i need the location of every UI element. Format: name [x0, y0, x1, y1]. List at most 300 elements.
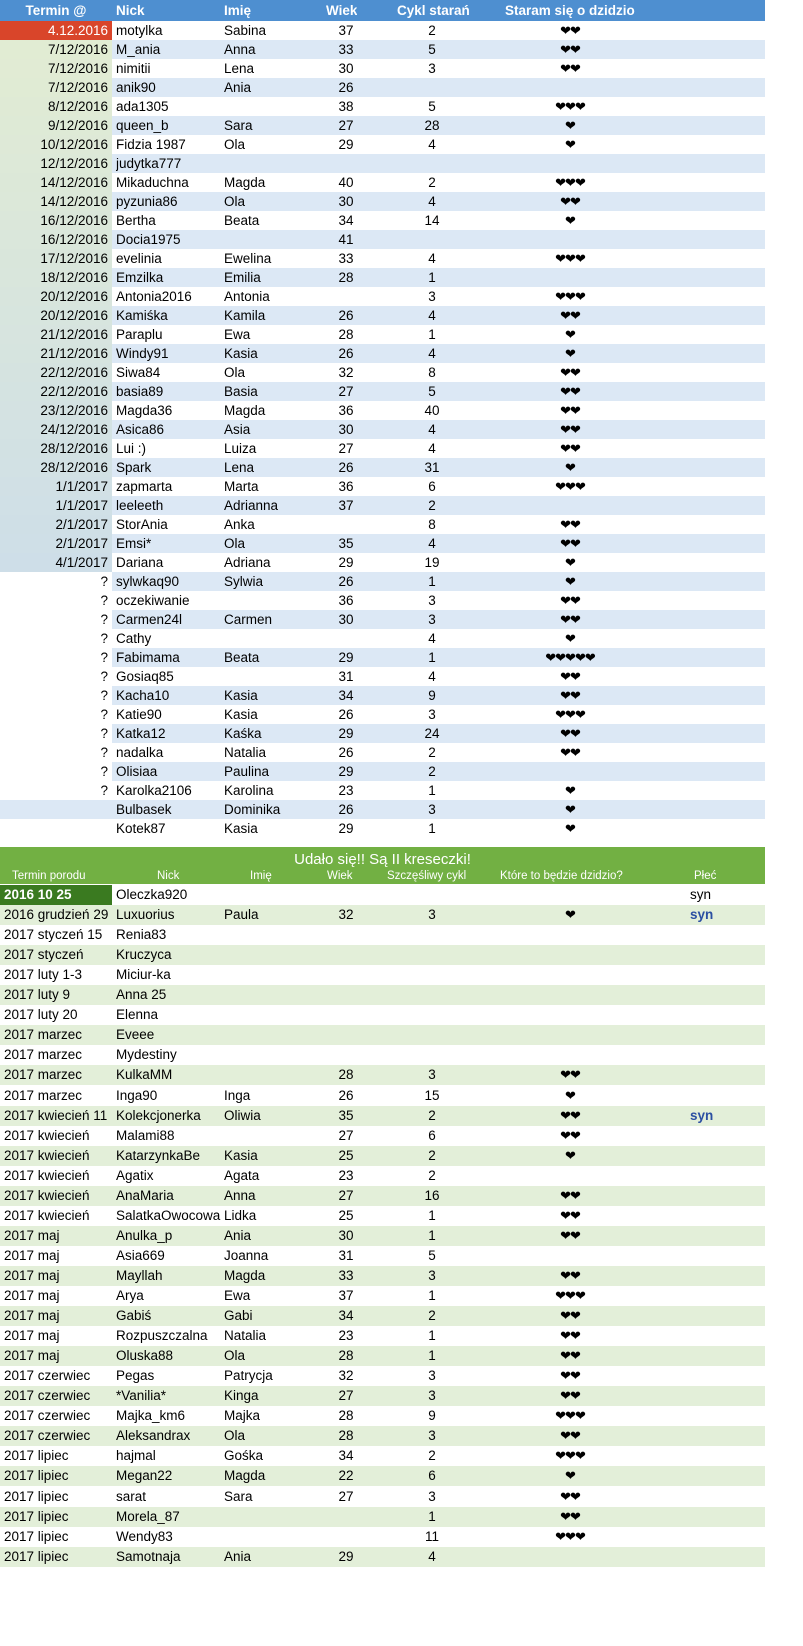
termin-cell: ?: [100, 650, 108, 665]
nick-cell: Kamiśka: [116, 308, 168, 323]
hearts: ❤: [565, 327, 575, 342]
hearts: ❤❤: [560, 1348, 580, 1364]
hearts: ❤❤: [560, 1388, 580, 1404]
nick-cell: hajmal: [116, 1448, 156, 1464]
imie-cell: Kasia: [224, 346, 258, 361]
imie-cell: Majka: [224, 1408, 261, 1424]
hearts: ❤❤❤: [555, 1408, 585, 1424]
wiek-cell: 34: [338, 213, 354, 228]
wiek-cell: 30: [338, 194, 354, 209]
wiek-cell: 41: [338, 232, 354, 247]
wiek-cell: 23: [338, 783, 354, 798]
cykl-cell: 2: [428, 1167, 436, 1183]
nick-cell: Malami88: [116, 1127, 175, 1143]
hearts: ❤: [565, 1147, 575, 1163]
termin-cell: 2017 kwiecień: [4, 1127, 90, 1143]
termin-cell: 2017 lipiec: [4, 1488, 69, 1504]
nick-cell: Cathy: [116, 631, 152, 646]
imie-cell: Ewa: [224, 327, 251, 342]
wiek-cell: 26: [338, 745, 354, 760]
wiek-cell: 26: [338, 308, 354, 323]
table-row: [0, 1386, 803, 1406]
hearts: ❤❤: [560, 612, 580, 627]
cykl-cell: 4: [428, 308, 436, 323]
nick-cell: Kotek87: [116, 821, 166, 836]
nick-cell: motylka: [116, 23, 163, 38]
cykl-cell: 3: [428, 1067, 436, 1083]
imie-cell: Ewelina: [224, 251, 272, 266]
imie-cell: Basia: [224, 384, 258, 399]
imie-cell: Lena: [224, 61, 255, 76]
wiek-cell: 37: [338, 498, 354, 513]
cykl-cell: 4: [428, 422, 436, 437]
table-row: [0, 885, 803, 905]
cykl-cell: 2: [428, 1448, 436, 1464]
termin-cell: 21/12/2016: [40, 346, 108, 361]
imie-cell: Sylwia: [224, 574, 264, 589]
cykl-cell: 3: [428, 61, 436, 76]
table-row: [0, 1547, 803, 1567]
wiek-cell: 28: [338, 1408, 354, 1424]
imie-cell: Adrianna: [224, 498, 279, 513]
hearts: ❤❤: [560, 517, 580, 532]
imie-cell: Patrycja: [224, 1368, 273, 1384]
termin-cell: 2017 maj: [4, 1328, 60, 1344]
cykl-cell: 4: [428, 441, 436, 456]
cykl-cell: 3: [428, 1428, 436, 1444]
nick-cell: Aleksandrax: [116, 1428, 191, 1444]
table-row: [0, 401, 803, 420]
cykl-cell: 5: [428, 1247, 436, 1263]
table-row: [0, 1005, 803, 1025]
termin-cell: 2017 styczeń 15: [4, 927, 103, 943]
termin-cell: 2017 luty 20: [4, 1007, 78, 1023]
table-row: [0, 78, 803, 97]
imie-cell: Luiza: [224, 441, 257, 456]
wiek-cell: 26: [338, 1087, 354, 1103]
hearts: ❤❤❤❤❤: [545, 650, 595, 665]
cykl-cell: 6: [428, 1127, 436, 1143]
nick-cell: AnaMaria: [116, 1187, 174, 1203]
nick-cell: Asia669: [116, 1247, 165, 1263]
hearts: ❤❤: [560, 1207, 580, 1223]
col-wiek: Wiek: [326, 3, 358, 18]
termin-cell: 7/12/2016: [47, 80, 108, 95]
wiek-cell: 28: [338, 1348, 354, 1364]
cykl-cell: 15: [424, 1087, 440, 1103]
nick-cell: basia89: [116, 384, 164, 399]
cykl-cell: 1: [428, 270, 436, 285]
termin-cell: 28/12/2016: [40, 460, 108, 475]
nick-cell: Olisiaa: [116, 764, 158, 779]
nick-cell: Bertha: [116, 213, 156, 228]
table-row: [0, 1487, 803, 1507]
termin-cell: 2017 kwiecień: [4, 1147, 90, 1163]
nick-cell: sarat: [116, 1488, 147, 1504]
hearts: ❤❤: [560, 1488, 580, 1504]
termin-cell: 2017 czerwiec: [4, 1428, 91, 1444]
imie-cell: Magda: [224, 403, 266, 418]
nick-cell: nimitii: [116, 61, 151, 76]
col-staram: Staram się o dzidzio: [505, 3, 635, 18]
cykl-cell: 3: [428, 612, 436, 627]
hearts: ❤❤: [560, 745, 580, 760]
table-row: [0, 591, 803, 610]
plec-cell: syn: [690, 1107, 714, 1123]
termin-cell: 2017 czerwiec: [4, 1368, 91, 1384]
termin-cell: 2017 kwiecień: [4, 1167, 90, 1183]
table-row: [0, 1366, 803, 1386]
table-row: [0, 1306, 803, 1326]
col2-cykl: Szczęśliwy cykl: [387, 870, 467, 882]
table-row: [0, 116, 803, 135]
wiek-cell: 34: [338, 688, 354, 703]
nick-cell: Arya: [116, 1288, 144, 1303]
table-row: [0, 135, 803, 154]
nick-cell: Asica86: [116, 422, 165, 437]
nick-cell: M_ania: [116, 42, 161, 57]
hearts: ❤: [565, 631, 575, 646]
wiek-cell: 36: [338, 479, 354, 494]
imie-cell: Asia: [224, 422, 251, 437]
col2-plec: Płeć: [694, 870, 717, 882]
imie-cell: Magda: [224, 1468, 266, 1484]
imie-cell: Adriana: [224, 555, 271, 570]
cykl-cell: 2: [428, 1147, 436, 1163]
nick-cell: Oluska88: [116, 1348, 174, 1364]
nick-cell: Mayllah: [116, 1267, 163, 1283]
table-row: [0, 1206, 803, 1226]
nick-cell: Paraplu: [116, 327, 163, 342]
termin-cell: 2017 kwiecień: [4, 1187, 90, 1203]
termin-cell: 23/12/2016: [40, 403, 108, 418]
table-row: [0, 1286, 803, 1306]
table-row: [0, 268, 803, 287]
termin-cell: 2017 maj: [4, 1308, 60, 1324]
hearts: ❤❤❤: [555, 479, 585, 494]
col-termin: Termin @: [25, 3, 87, 18]
table-row: [0, 344, 803, 363]
wiek-cell: 23: [338, 1328, 354, 1344]
cykl-cell: 1: [428, 1227, 436, 1243]
nick-cell: Karolka2106: [116, 783, 192, 798]
hearts: ❤❤: [560, 1187, 580, 1203]
nick-cell: Samotnaja: [116, 1548, 181, 1564]
nick-cell: Mydestiny: [116, 1047, 177, 1063]
wiek-cell: 34: [338, 1308, 354, 1324]
nick-cell: Kruczyca: [116, 947, 172, 963]
wiek-cell: 26: [338, 574, 354, 589]
hearts: ❤❤: [560, 1308, 580, 1324]
table-row: [0, 1025, 803, 1045]
table-row: [0, 724, 803, 743]
termin-cell: 2017 kwiecień 11: [4, 1107, 108, 1123]
cykl-cell: 2: [428, 1308, 436, 1324]
imie-cell: Lena: [224, 460, 255, 475]
table-row: [0, 1226, 803, 1246]
wiek-cell: 27: [338, 1187, 354, 1203]
nick-cell: Dariana: [116, 555, 164, 570]
imie-cell: Kasia: [224, 1147, 258, 1163]
termin-cell: 18/12/2016: [40, 270, 108, 285]
imie-cell: Carmen: [224, 612, 273, 627]
termin-cell: 4.12.2016: [47, 23, 108, 38]
table-row: [0, 1507, 803, 1527]
termin-cell: 2017 luty 9: [4, 987, 71, 1003]
cykl-cell: 8: [428, 365, 436, 380]
termin-cell: 7/12/2016: [47, 61, 108, 76]
hearts: ❤❤: [560, 384, 580, 399]
table1-header: [0, 0, 765, 21]
table-row: [0, 59, 803, 78]
nick-cell: evelinia: [116, 251, 162, 266]
imie-cell: Natalia: [224, 745, 267, 760]
table-row: [0, 1446, 803, 1466]
hearts: ❤❤: [560, 1368, 580, 1384]
nick-cell: Fabimama: [116, 650, 180, 665]
col-nick: Nick: [116, 3, 145, 18]
imie-cell: Ola: [224, 137, 246, 152]
imie-cell: Kasia: [224, 707, 258, 722]
termin-cell: 2017 maj: [4, 1227, 60, 1243]
table-row: [0, 1166, 803, 1186]
termin-cell: 8/12/2016: [47, 99, 108, 114]
nick-cell: Spark: [116, 460, 152, 475]
imie-cell: Ola: [224, 536, 246, 551]
wiek-cell: 25: [338, 1207, 354, 1223]
termin-cell: 2017 marzec: [4, 1047, 83, 1063]
hearts: ❤❤❤: [555, 1448, 585, 1464]
hearts: ❤: [565, 460, 575, 475]
wiek-cell: 29: [338, 764, 354, 779]
cykl-cell: 1: [428, 1508, 436, 1524]
cykl-cell: 4: [428, 137, 436, 152]
imie-cell: Lidka: [224, 1207, 257, 1223]
cykl-cell: 9: [428, 1408, 436, 1424]
nick-cell: ada1305: [116, 99, 169, 114]
termin-cell: 4/1/2017: [55, 555, 108, 570]
termin-cell: ?: [100, 688, 108, 703]
cykl-cell: 3: [428, 1488, 436, 1504]
termin-cell: 28/12/2016: [40, 441, 108, 456]
termin-cell: 22/12/2016: [40, 365, 108, 380]
wiek-cell: 26: [338, 460, 354, 475]
table-row: [0, 1426, 803, 1446]
wiek-cell: 29: [338, 555, 354, 570]
hearts: ❤: [565, 137, 575, 152]
nick-cell: Megan22: [116, 1468, 173, 1484]
nick-cell: Kolekcjonerka: [116, 1107, 201, 1123]
table-row: [0, 230, 803, 249]
termin-cell: 2/1/2017: [55, 517, 108, 532]
table-row: [0, 686, 803, 705]
termin-cell: 2017 maj: [4, 1247, 60, 1263]
hearts: ❤❤: [560, 1227, 580, 1243]
wiek-cell: 31: [338, 1247, 354, 1263]
cykl-cell: 4: [428, 631, 436, 646]
imie-cell: Kaśka: [224, 726, 262, 741]
termin-cell: 7/12/2016: [47, 42, 108, 57]
nick-cell: KatarzynkaBe: [116, 1147, 201, 1163]
termin-cell: 10/12/2016: [40, 137, 108, 152]
termin-cell: 2017 lipiec: [4, 1508, 69, 1524]
nick-cell: Antonia2016: [116, 289, 192, 304]
hearts: ❤: [565, 118, 575, 133]
termin-cell: 22/12/2016: [40, 384, 108, 399]
imie-cell: Paulina: [224, 764, 270, 779]
wiek-cell: 36: [338, 403, 354, 418]
nick-cell: anik90: [116, 80, 156, 95]
table-row: [0, 477, 803, 496]
nick-cell: Katie90: [116, 707, 162, 722]
wiek-cell: 31: [338, 669, 354, 684]
nick-cell: Rozpuszczalna: [116, 1328, 208, 1344]
hearts: ❤❤: [560, 42, 580, 57]
cykl-cell: 2: [428, 1107, 436, 1123]
termin-cell: 2017 marzec: [4, 1027, 83, 1043]
termin-cell: 14/12/2016: [40, 175, 108, 190]
nick-cell: leeleeth: [116, 498, 164, 513]
nick-cell: Emsi*: [116, 536, 152, 551]
cykl-cell: 3: [428, 1388, 436, 1404]
wiek-cell: 30: [338, 1227, 354, 1243]
hearts: ❤❤: [560, 61, 580, 76]
termin-cell: 2017 lipiec: [4, 1528, 69, 1544]
hearts: ❤❤: [560, 1428, 580, 1444]
nick-cell: pyzunia86: [116, 194, 178, 209]
termin-cell: 2016 10 25: [4, 887, 72, 902]
table-row: [0, 249, 803, 268]
cykl-cell: 4: [428, 669, 436, 684]
termin-cell: ?: [100, 764, 108, 779]
hearts: ❤❤: [560, 1127, 580, 1143]
termin-cell: 2017 styczeń: [4, 947, 84, 963]
wiek-cell: 26: [338, 802, 354, 817]
hearts: ❤❤: [560, 308, 580, 323]
termin-cell: ?: [100, 745, 108, 760]
col2-ktore: Które to będzie dzidzio?: [500, 870, 623, 882]
hearts: ❤❤: [560, 593, 580, 608]
termin-cell: 24/12/2016: [40, 422, 108, 437]
cykl-cell: 3: [428, 289, 436, 304]
nick-cell: judytka777: [116, 156, 182, 171]
hearts: ❤: [565, 346, 575, 361]
table-row: [0, 800, 803, 819]
imie-cell: Kasia: [224, 821, 258, 836]
col2-termin: Termin porodu: [12, 870, 86, 882]
nick-cell: Lui :): [116, 441, 147, 456]
table-row: [0, 819, 803, 838]
wiek-cell: 28: [338, 1428, 354, 1444]
table-row: [0, 439, 803, 458]
imie-cell: Magda: [224, 175, 266, 190]
cykl-cell: 5: [428, 42, 436, 57]
plec-cell: syn: [690, 887, 712, 902]
wiek-cell: 28: [338, 1067, 354, 1083]
imie-cell: Ola: [224, 1428, 246, 1444]
imie-cell: Ola: [224, 1348, 246, 1364]
table-row: [0, 925, 803, 945]
wiek-cell: 29: [338, 821, 354, 836]
table-row: [0, 762, 803, 781]
hearts: ❤❤❤: [555, 175, 585, 190]
termin-cell: 20/12/2016: [40, 289, 108, 304]
table-row: [0, 705, 803, 724]
wiek-cell: 38: [338, 99, 354, 114]
wiek-cell: 28: [338, 270, 354, 285]
termin-cell: 2/1/2017: [55, 536, 108, 551]
wiek-cell: 40: [338, 175, 354, 190]
termin-cell: 2017 kwiecień: [4, 1207, 90, 1223]
nick-cell: KulkaMM: [116, 1067, 173, 1083]
table-row: [0, 97, 803, 116]
cykl-cell: 2: [428, 175, 436, 190]
wiek-cell: 32: [338, 907, 354, 923]
cykl-cell: 9: [428, 688, 436, 703]
table-row: [0, 1527, 803, 1547]
table-row: [0, 1186, 803, 1206]
hearts: ❤❤: [560, 1508, 580, 1524]
table-row: [0, 1126, 803, 1146]
table-row: [0, 1065, 803, 1085]
table-row: [0, 985, 803, 1005]
nick-cell: Morela_87: [116, 1508, 180, 1524]
hearts: ❤❤: [560, 1067, 580, 1083]
imie-cell: Beata: [224, 650, 260, 665]
cykl-cell: 3: [428, 593, 436, 608]
wiek-cell: 37: [338, 1288, 354, 1303]
nick-cell: queen_b: [116, 118, 169, 133]
nick-cell: Anulka_p: [116, 1227, 173, 1243]
nick-cell: zapmarta: [116, 479, 173, 494]
hearts: ❤❤: [560, 365, 580, 380]
cykl-cell: 6: [428, 1468, 436, 1484]
termin-cell: 2017 czerwiec: [4, 1388, 91, 1404]
imie-cell: Ewa: [224, 1288, 251, 1303]
termin-cell: ?: [100, 783, 108, 798]
table-row: [0, 610, 803, 629]
imie-cell: Sabina: [224, 23, 267, 38]
termin-cell: 21/12/2016: [40, 327, 108, 342]
termin-cell: 12/12/2016: [40, 156, 108, 171]
hearts: ❤❤: [560, 536, 580, 551]
hearts: ❤❤❤: [555, 99, 585, 114]
termin-cell: 14/12/2016: [40, 194, 108, 209]
wiek-cell: 23: [338, 1167, 354, 1183]
table-row: [0, 306, 803, 325]
cykl-cell: 1: [428, 1288, 436, 1303]
nick-cell: Wendy83: [116, 1528, 173, 1544]
imie-cell: Agata: [224, 1167, 260, 1183]
hearts: ❤❤: [560, 726, 580, 741]
wiek-cell: 26: [338, 707, 354, 722]
hearts: ❤: [565, 213, 575, 228]
table-row: [0, 192, 803, 211]
cykl-cell: 1: [428, 1207, 436, 1223]
imie-cell: Beata: [224, 213, 260, 228]
wiek-cell: 25: [338, 1147, 354, 1163]
termin-cell: 16/12/2016: [40, 232, 108, 247]
imie-cell: Gabi: [224, 1308, 253, 1324]
imie-cell: Dominika: [224, 802, 281, 817]
cykl-cell: 1: [428, 1348, 436, 1364]
table-row: [0, 1326, 803, 1346]
cykl-cell: 19: [424, 555, 440, 570]
imie-cell: Anna: [224, 42, 256, 57]
table-row: [0, 515, 803, 534]
wiek-cell: 28: [338, 327, 354, 342]
termin-cell: ?: [100, 574, 108, 589]
